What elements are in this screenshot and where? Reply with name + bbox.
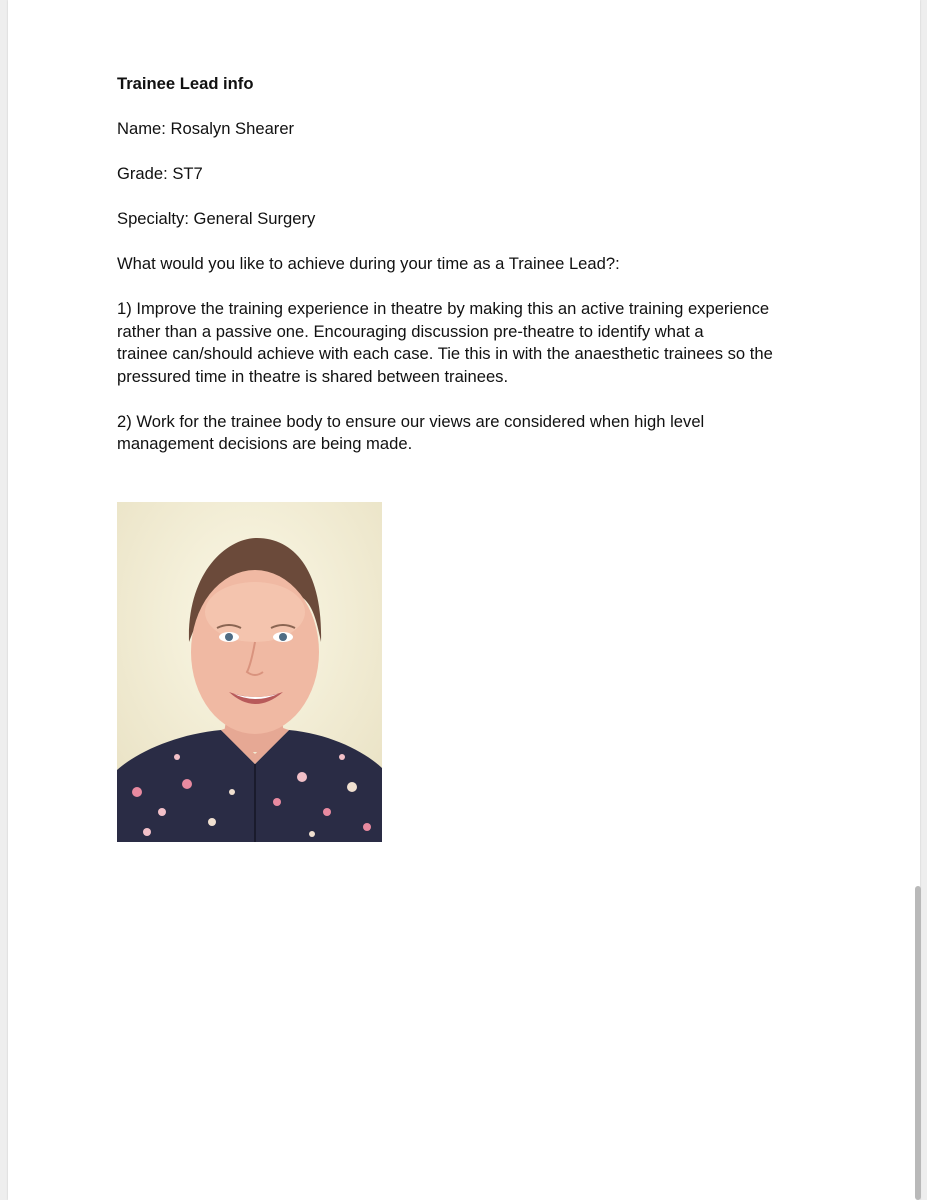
scrollbar-thumb[interactable] [915, 886, 921, 1200]
answer-1-line: rather than a passive one. Encouraging discussion pre-theatre to identify what a [117, 321, 704, 341]
name-line: Name: Rosalyn Shearer [117, 119, 295, 138]
portrait-illustration [117, 502, 382, 842]
specialty-line: Specialty: General Surgery [117, 209, 316, 228]
portrait-photo [117, 502, 382, 842]
answer-1 [117, 298, 817, 388]
document-content [117, 73, 817, 478]
section-heading: Trainee Lead info [117, 74, 254, 93]
answer-2-line: management decisions are being made. [117, 434, 413, 453]
right-iris [279, 633, 287, 641]
left-iris [225, 633, 233, 641]
question-line: What would you like to achieve during your time as a Trainee Lead?: [117, 254, 620, 273]
grade-line: Grade: ST7 [117, 164, 203, 183]
answer-1-line: pressured time in theatre is shared between trainees. [117, 366, 509, 386]
answer-2-line: 2) Work for the trainee body to ensure our views are considered when high level [117, 411, 705, 431]
answer-1-line: 1) Improve the training experience in theatre by making this an active training experience [117, 299, 770, 318]
forehead-highlight [205, 582, 305, 642]
answer-1-line: trainee can/should achieve with each case. Tie this in with the anaesthetic trainees so the [117, 344, 773, 363]
answer-2 [117, 411, 817, 456]
